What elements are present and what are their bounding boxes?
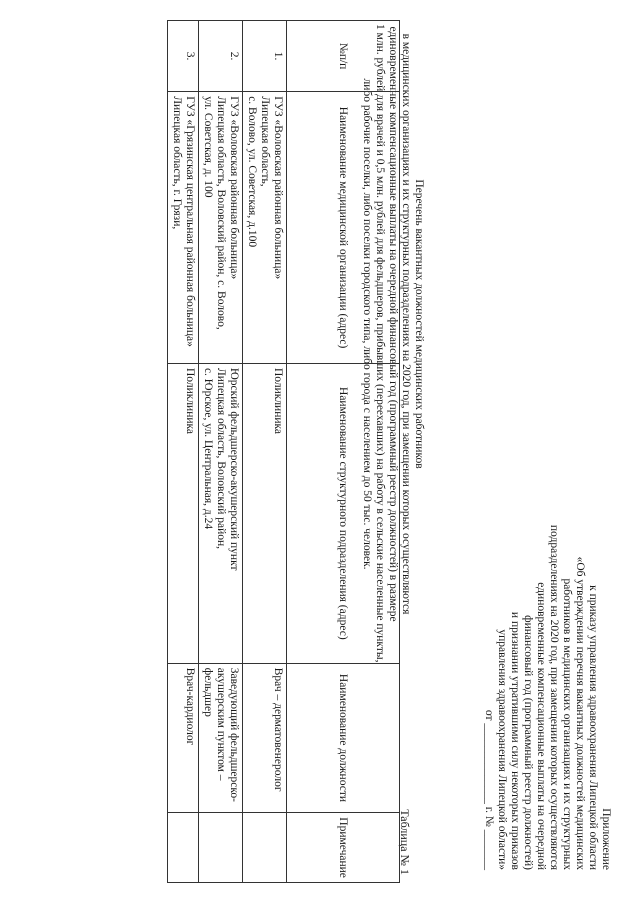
header-position: Наименование должности [287,663,400,812]
appendix-line: единовременные компенсационные выплаты на очередной [535,582,547,870]
cell-position: Врач-кардиолог [168,663,199,812]
appendix-line: работников в медицинских организациях и их структурных [561,578,573,870]
cell-note [199,813,243,883]
heading-line: в медицинских организациях и их структурных подразделениях на 2020 год, при замещении которых осуществляются [400,33,412,615]
header-note: Примечание [287,813,400,883]
heading-line: 1 млн. рублей для врачей и 0,5 млн. рублей для фельдшеров, прибывших (переехавших) на работу в сельские населенные пункты, [374,24,386,663]
cell-subdivision: Поликлиника [243,363,287,663]
table-row [199,21,243,883]
cell-num: 3. [168,21,199,92]
appendix-line: финансовый год (программный реестр должностей) [522,615,534,870]
header-organization: Наименование медицинской организации (адрес) [287,92,400,364]
cell-position: Заведующий фельдшерско-акушерским пунктом – фельдшер [199,663,243,812]
cell-num: 1. [243,21,287,92]
cell-organization: ГУЗ «Воловская районная больница» Липецкая область, Воловский район, с. Волово, ул. Советская, д. 100 [199,92,243,364]
heading-title: Перечень вакантных должностей медицинских работников [413,179,425,469]
appendix-line: «Об утверждении перечня вакантных должностей медицинских [574,556,586,870]
header-num: №п/п [287,21,400,92]
cell-organization: ГУЗ «Грязинская центральная районная больница» Липецкая область, г. Грязи, [168,92,199,364]
cell-subdivision: Поликлиника [168,363,199,663]
cell-position: Врач – дерматовенеролог [243,663,287,812]
cell-num: 2. [199,21,243,92]
heading-line: либо рабочие поселки, либо поселки городского типа, либо города с населением до 50 тыс. человек. [361,78,373,570]
appendix-line: подразделениях на 2020 год, при замещении которых осуществляются [548,524,560,870]
table-row [243,21,287,883]
vacancies-table [167,20,400,883]
appendix-block [482,400,612,870]
table-header-row [287,21,400,883]
header-subdivision: Наименование структурного подразделения (адрес) [287,363,400,663]
cell-subdivision: Юрский фельдшерско-акушерский пункт Липецкая область, Воловский район, с. Юрское, ул. Центральная, д.24 [199,363,243,663]
heading-line: единовременные компенсационные выплаты на очередной финансовый год (программный реестр должностей) в размере [387,26,399,622]
appendix-line: и признании утратившими силу некоторых приказов [509,611,521,870]
appendix-line: управления здравоохранения Липецкой области» [496,629,508,870]
cell-note [168,813,199,883]
cell-organization: ГУЗ «Воловская районная больница» Липецкая область, с. Волово, ул. Советская, д.100 [243,92,287,364]
appendix-line: Приложение [600,808,612,870]
cell-note [243,813,287,883]
appendix-line: от ______________ г. № _______ [483,709,495,870]
table-row [168,21,199,883]
table-label: Таблица № 1 [398,809,412,875]
appendix-line: к приказу управления здравоохранения Липецкой области [587,585,599,870]
